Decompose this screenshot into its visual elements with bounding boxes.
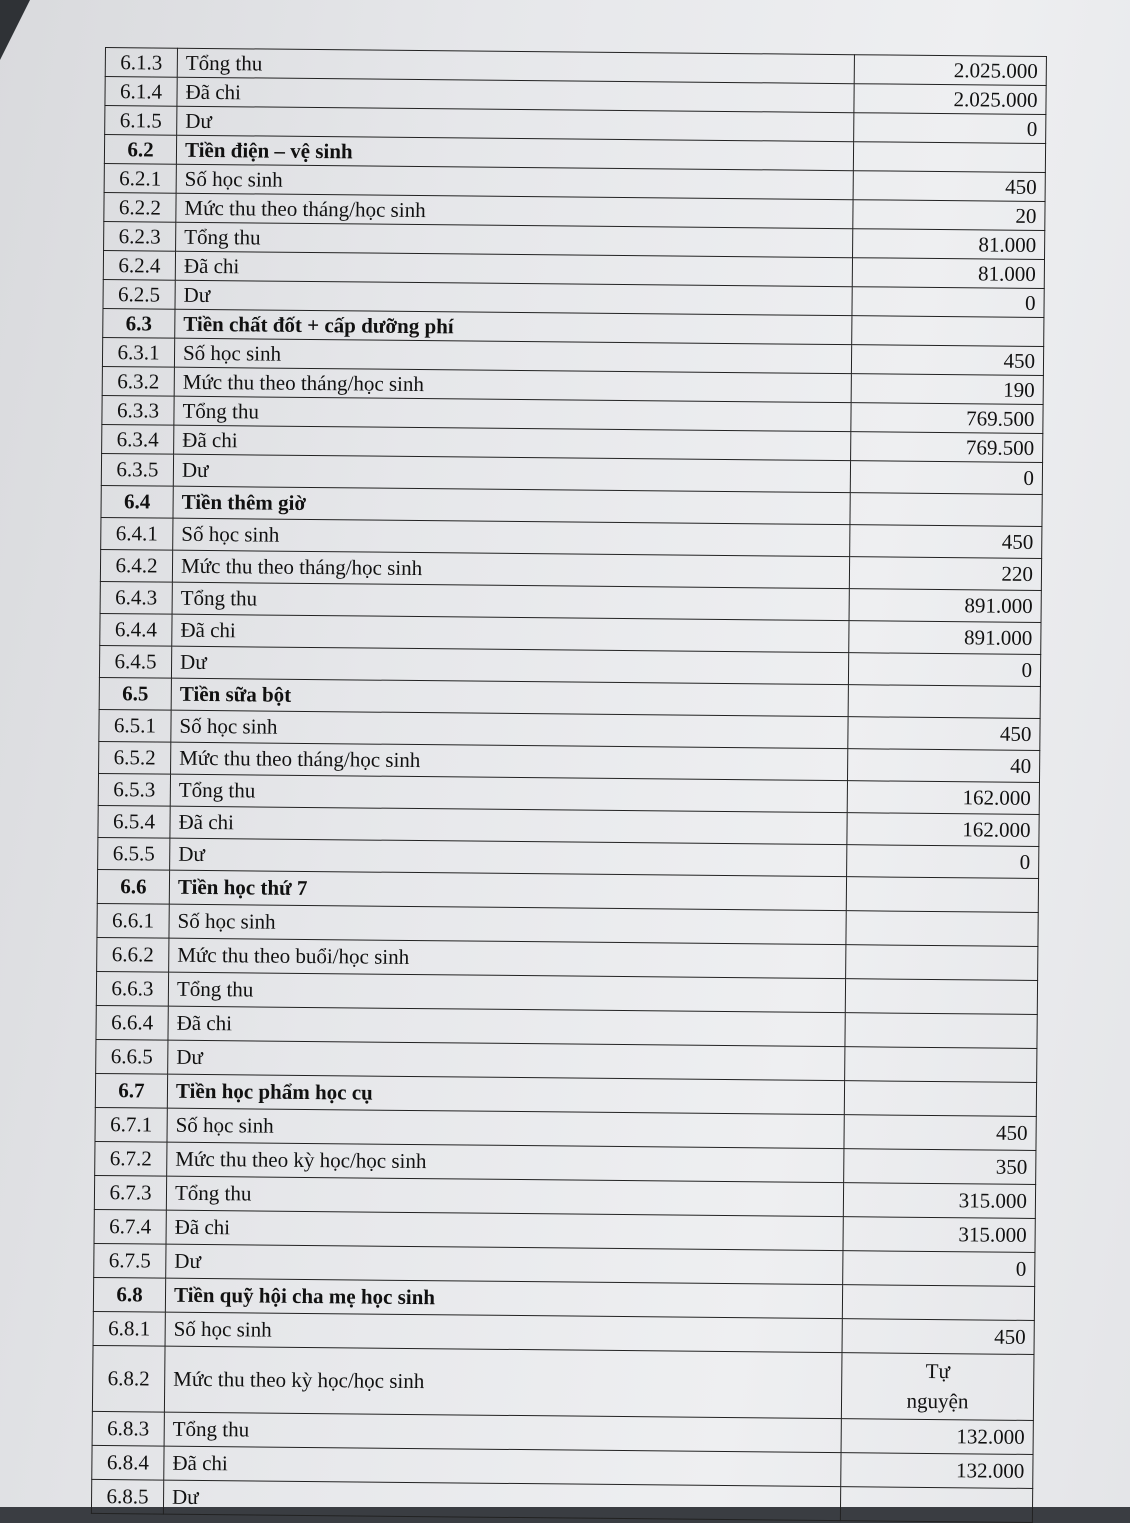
row-value <box>846 877 1038 913</box>
budget-table <box>91 47 1047 1523</box>
row-code: 6.4.2 <box>100 549 172 582</box>
row-code: 6.6.2 <box>97 937 169 972</box>
row-label: Số học sinh <box>165 1312 842 1352</box>
row-label: Dư <box>177 106 854 141</box>
row-label: Đã chi <box>170 806 847 844</box>
row-value: 450 <box>851 345 1043 376</box>
row-label: Số học sinh <box>169 904 846 944</box>
row-value <box>841 1353 1034 1421</box>
row-value <box>846 945 1038 981</box>
row-value <box>844 1081 1036 1117</box>
desk-background <box>0 0 30 60</box>
row-label: Mức thu theo tháng/học sinh <box>176 193 853 228</box>
row-code: 6.7.5 <box>94 1243 166 1278</box>
row-label: Mức thu theo kỳ học/học sinh <box>164 1346 842 1418</box>
row-code: 6.3.2 <box>102 366 174 396</box>
row-code: 6.7.1 <box>95 1107 167 1142</box>
row-value: 450 <box>850 525 1042 559</box>
row-label: Tổng thu <box>177 48 854 83</box>
row-code: 6.7.4 <box>94 1209 166 1244</box>
row-code: 6.6.1 <box>97 903 169 938</box>
row-value: 2.025.000 <box>854 55 1046 86</box>
row-label: Dư <box>175 280 852 315</box>
row-label: Số học sinh <box>176 164 853 199</box>
row-label: Tiền điện – vệ sinh <box>176 135 853 170</box>
row-value: 0 <box>854 113 1046 144</box>
row-label: Tổng thu <box>172 582 849 620</box>
row-value: 450 <box>848 717 1040 751</box>
row-value: 350 <box>844 1149 1036 1185</box>
row-value <box>852 316 1044 347</box>
row-value: 315.000 <box>843 1183 1035 1219</box>
row-value <box>853 142 1045 173</box>
row-value: 132.000 <box>841 1419 1033 1455</box>
row-label: Dư <box>163 1480 840 1520</box>
row-value: 769.500 <box>851 403 1043 434</box>
row-value <box>845 1047 1037 1083</box>
row-code: 6.6.5 <box>96 1039 168 1074</box>
row-code: 6.3.5 <box>101 453 173 486</box>
row-label: Mức thu theo tháng/học sinh <box>171 742 848 780</box>
row-value: 81.000 <box>853 229 1045 260</box>
row-value-line: nguyện <box>906 1389 969 1414</box>
row-code: 6.5 <box>99 677 171 710</box>
row-code: 6.5.4 <box>98 805 170 838</box>
row-value <box>846 911 1038 947</box>
row-code: 6.1.4 <box>105 77 177 107</box>
row-label: Dư <box>168 1040 845 1080</box>
row-label: Đã chi <box>175 251 852 286</box>
row-code: 6.8.5 <box>91 1479 163 1514</box>
row-label: Đã chi <box>174 425 851 460</box>
row-value: 162.000 <box>847 781 1039 815</box>
row-code: 6.5.2 <box>99 741 171 774</box>
row-label: Tiền chất đốt + cấp dưỡng phí <box>175 309 852 344</box>
row-value: 20 <box>853 200 1045 231</box>
row-label: Đã chi <box>177 77 854 112</box>
row-label: Dư <box>170 838 847 876</box>
row-value: 0 <box>843 1251 1035 1287</box>
row-value: 0 <box>850 461 1042 495</box>
row-value: 132.000 <box>841 1453 1033 1489</box>
row-value <box>848 685 1040 719</box>
row-code: 6.7.3 <box>94 1175 166 1210</box>
row-code: 6.6.4 <box>96 1005 168 1040</box>
row-value: 891.000 <box>849 621 1041 655</box>
row-value: 81.000 <box>852 258 1044 289</box>
row-code: 6.7.2 <box>95 1141 167 1176</box>
row-code: 6.2.2 <box>104 192 176 222</box>
row-value: 40 <box>847 749 1039 783</box>
row-label: Mức thu theo buổi/học sinh <box>169 938 846 978</box>
row-code: 6.8.1 <box>93 1311 165 1346</box>
row-value: 891.000 <box>849 589 1041 623</box>
row-code: 6.5.5 <box>98 837 170 870</box>
row-value <box>850 493 1042 527</box>
row-code: 6.8.3 <box>92 1411 164 1446</box>
row-code: 6.4.1 <box>101 517 173 550</box>
row-code: 6.8.2 <box>92 1345 165 1412</box>
row-code: 6.4 <box>101 485 173 518</box>
row-label: Số học sinh <box>173 518 850 556</box>
row-value-stack <box>850 1355 1026 1418</box>
row-value: 769.500 <box>851 432 1043 463</box>
row-code: 6.4.5 <box>99 645 171 678</box>
row-value: 0 <box>852 287 1044 318</box>
row-label: Tổng thu <box>166 1176 843 1216</box>
row-code: 6.1.5 <box>105 106 177 136</box>
budget-table-body <box>91 48 1046 1523</box>
row-label: Tiền quỹ hội cha mẹ học sinh <box>165 1278 842 1318</box>
row-value: 450 <box>842 1319 1034 1355</box>
row-code: 6.1.3 <box>105 48 177 78</box>
row-code: 6.6 <box>97 869 169 904</box>
row-label: Đã chi <box>172 614 849 652</box>
table-row <box>92 1345 1034 1420</box>
row-code: 6.3.4 <box>102 424 174 454</box>
row-label: Tổng thu <box>170 774 847 812</box>
row-label: Tiền học phẩm học cụ <box>167 1074 844 1114</box>
row-code: 6.2.3 <box>104 221 176 251</box>
row-code: 6.2 <box>104 135 176 165</box>
row-code: 6.3.3 <box>102 395 174 425</box>
row-value: 0 <box>848 653 1040 687</box>
row-code: 6.4.4 <box>100 613 172 646</box>
row-code: 6.8.4 <box>92 1445 164 1480</box>
row-code: 6.8 <box>93 1277 165 1312</box>
row-label: Đã chi <box>164 1446 841 1486</box>
row-label: Số học sinh <box>167 1108 844 1148</box>
row-label: Dư <box>171 646 848 684</box>
row-value <box>845 1013 1037 1049</box>
row-value: 2.025.000 <box>854 84 1046 115</box>
row-label: Số học sinh <box>171 710 848 748</box>
row-label: Đã chi <box>166 1210 843 1250</box>
row-value-line: Tự <box>925 1358 951 1384</box>
row-label: Dư <box>173 454 850 492</box>
row-label: Tổng thu <box>176 222 853 257</box>
row-label: Dư <box>166 1244 843 1284</box>
row-label: Tổng thu <box>164 1412 841 1452</box>
row-value: 190 <box>851 374 1043 405</box>
row-label: Mức thu theo kỳ học/học sinh <box>167 1142 844 1182</box>
row-code: 6.2.5 <box>103 279 175 309</box>
row-code: 6.3.1 <box>102 337 174 367</box>
row-code: 6.7 <box>95 1073 167 1108</box>
row-code: 6.2.1 <box>104 163 176 193</box>
row-code: 6.6.3 <box>96 971 168 1006</box>
row-code: 6.5.3 <box>98 773 170 806</box>
row-value: 162.000 <box>847 813 1039 847</box>
row-value <box>845 979 1037 1015</box>
row-label: Đã chi <box>168 1006 845 1046</box>
row-label: Tiền sữa bột <box>171 678 848 716</box>
row-code: 6.4.3 <box>100 581 172 614</box>
row-label: Mức thu theo tháng/học sinh <box>172 550 849 588</box>
row-code: 6.3 <box>103 308 175 338</box>
row-value <box>840 1487 1032 1523</box>
row-label: Tổng thu <box>168 972 845 1012</box>
row-value: 450 <box>844 1115 1036 1151</box>
row-label: Tiền học thứ 7 <box>169 870 846 910</box>
row-value <box>842 1285 1034 1321</box>
row-label: Mức thu theo tháng/học sinh <box>174 367 851 402</box>
row-value: 220 <box>849 557 1041 591</box>
row-label: Số học sinh <box>174 338 851 373</box>
row-value: 0 <box>847 845 1039 879</box>
row-value: 450 <box>853 171 1045 202</box>
row-code: 6.5.1 <box>99 709 171 742</box>
row-label: Tổng thu <box>174 396 851 431</box>
row-code: 6.2.4 <box>103 250 175 280</box>
row-label: Tiền thêm giờ <box>173 486 850 524</box>
row-value: 315.000 <box>843 1217 1035 1253</box>
